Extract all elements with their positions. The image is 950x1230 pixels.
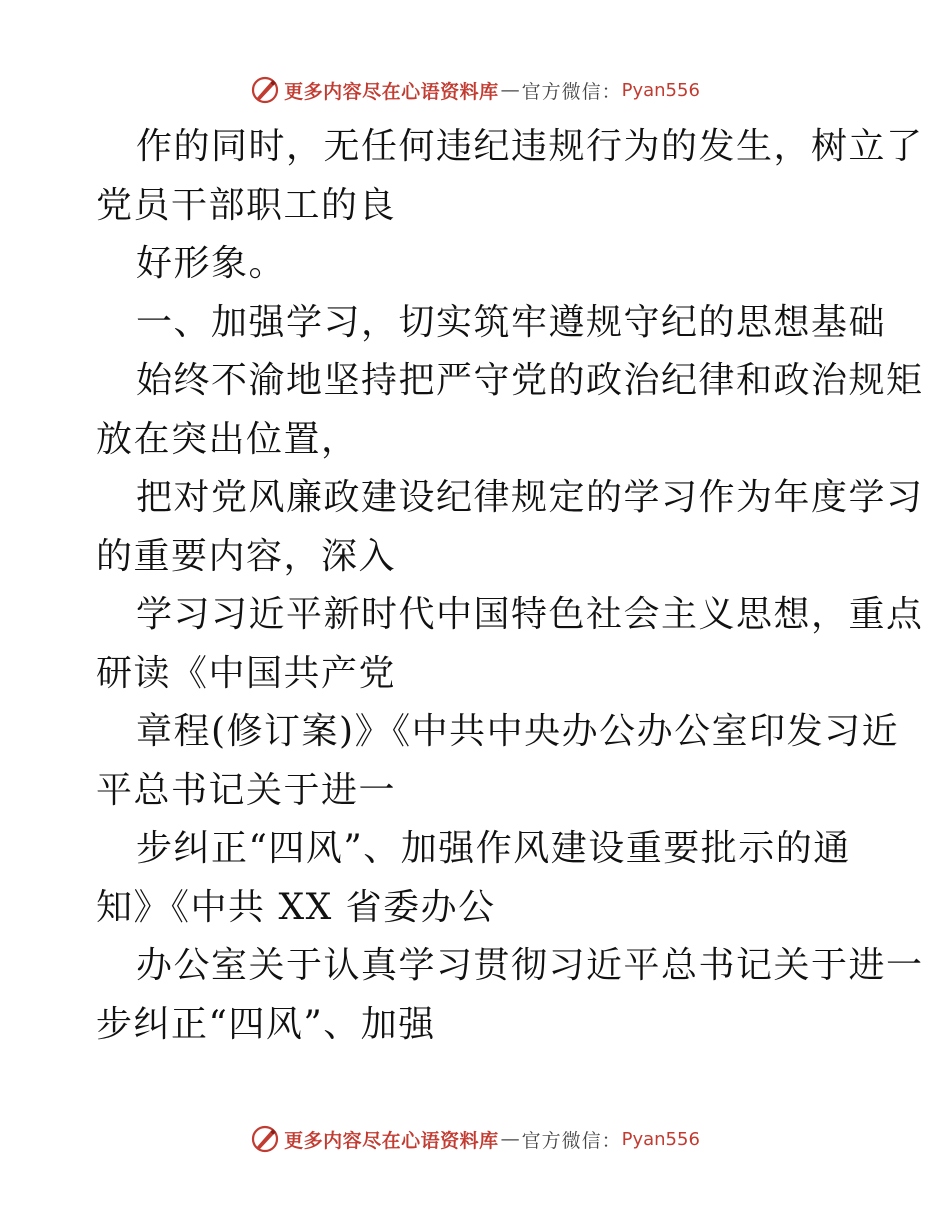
footer-banner bbox=[0, 1121, 950, 1157]
body-line: 步纠正“四风”、加强作风建设重要批示的通 bbox=[136, 828, 851, 869]
body-line: 章程(修订案)》《中共中央办公办公室印发习近 bbox=[136, 711, 900, 752]
body-line: 步纠正“四风”、加强 bbox=[96, 1003, 436, 1045]
banner-separator: — bbox=[500, 1128, 520, 1150]
banner-wechat-id: Pyan556 bbox=[621, 1128, 700, 1150]
banner-wechat-label: 官方微信： bbox=[521, 1129, 622, 1152]
banner-main-text: 更多内容尽在心语资料库 bbox=[284, 1129, 499, 1152]
banner-main-text: 更多内容尽在心语资料库 bbox=[284, 80, 499, 103]
body-line: 的重要内容，深入 bbox=[96, 535, 397, 577]
body-line: 党员干部职工的良 bbox=[96, 184, 397, 226]
body-line: 办公室关于认真学习贯彻习近平总书记关于进一 bbox=[136, 945, 924, 986]
body-line: 好形象。 bbox=[136, 243, 287, 284]
body-line: 始终不渝地坚持把严守党的政治纪律和政治规矩 bbox=[136, 360, 924, 401]
pen-logo-icon bbox=[250, 75, 280, 105]
body-line: 学习习近平新时代中国特色社会主义思想，重点 bbox=[136, 594, 924, 635]
banner-wechat-label: 官方微信： bbox=[521, 80, 622, 103]
body-line: 知》《中共 XX 省委办公 bbox=[96, 886, 496, 928]
document-body bbox=[96, 118, 924, 1054]
pen-logo-icon bbox=[250, 1124, 280, 1154]
section-heading: 一、加强学习，切实筑牢遵规守纪的思想基础 bbox=[136, 301, 887, 343]
banner-wechat-id: Pyan556 bbox=[621, 79, 700, 101]
body-line: 研读《中国共产党 bbox=[96, 652, 397, 694]
header-banner bbox=[0, 72, 950, 108]
body-line: 放在突出位置， bbox=[96, 418, 359, 460]
banner-separator: — bbox=[500, 79, 520, 101]
body-line: 作的同时，无任何违纪违规行为的发生，树立了 bbox=[136, 126, 924, 167]
body-line: 把对党风廉政建设纪律规定的学习作为年度学习 bbox=[136, 477, 924, 518]
body-line: 平总书记关于进一 bbox=[96, 769, 397, 811]
